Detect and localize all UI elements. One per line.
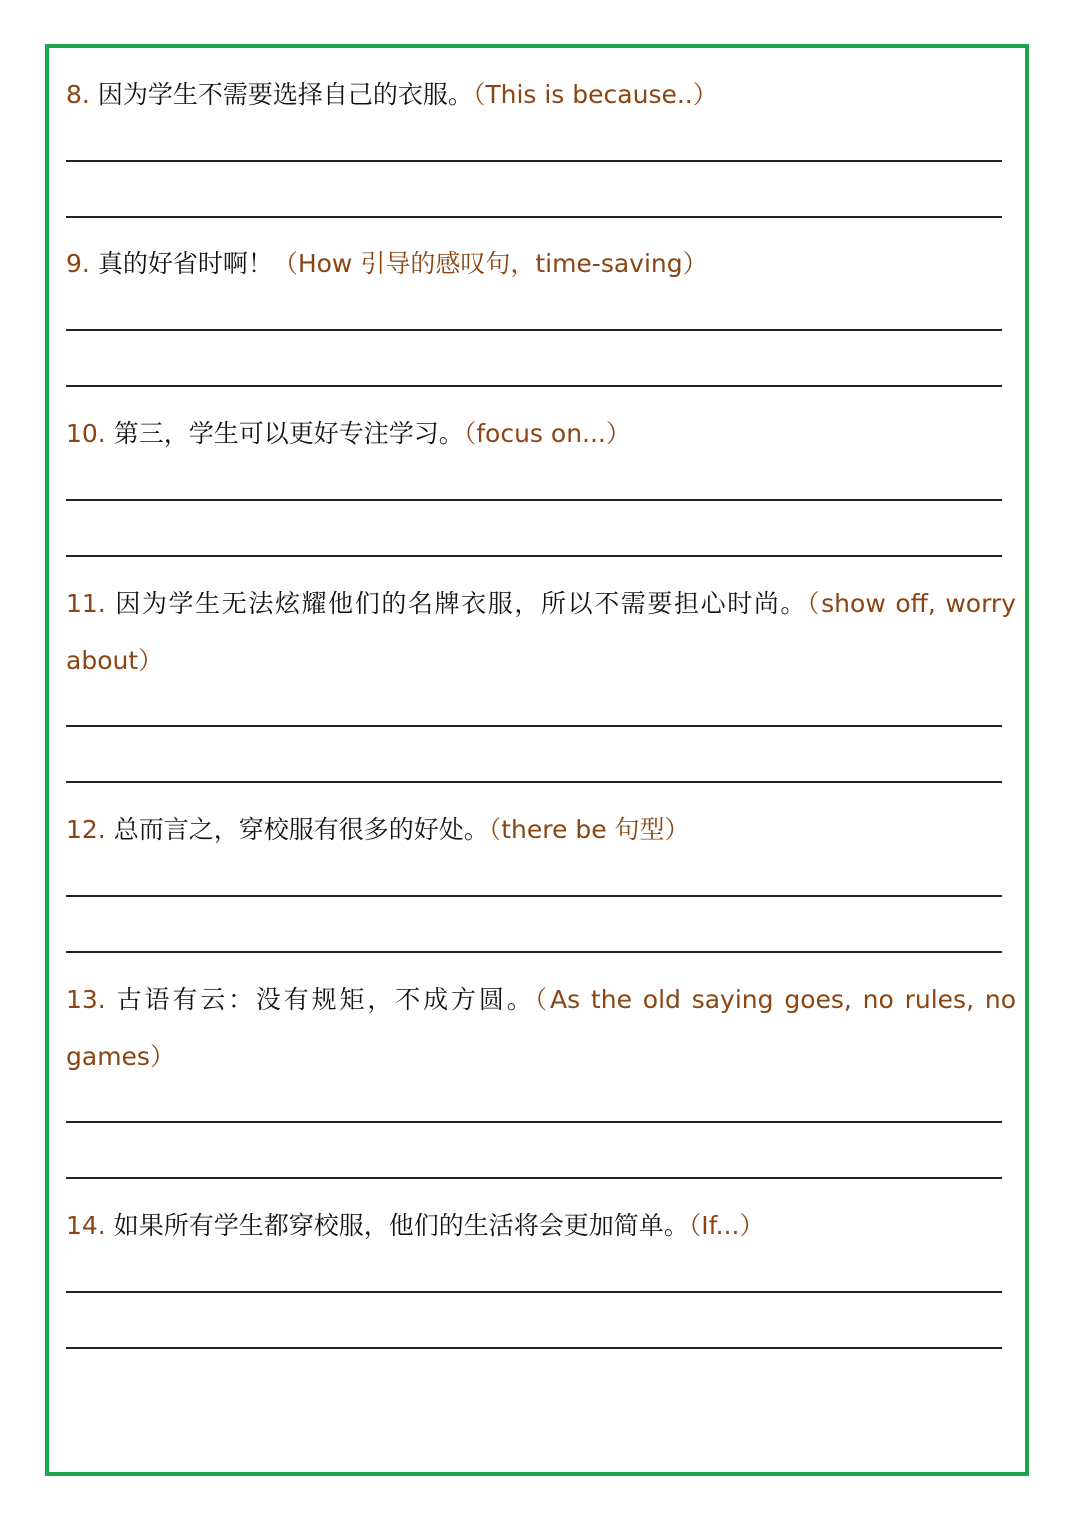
answer-line[interactable] <box>66 1177 1002 1179</box>
question-14 <box>66 1197 1016 1254</box>
question-11 <box>66 575 1016 689</box>
question-text: 真的好省时啊！ <box>97 249 273 278</box>
question-number: 12. <box>66 815 106 844</box>
answer-line[interactable] <box>66 1347 1002 1349</box>
answer-line[interactable] <box>66 160 1002 162</box>
question-14-prompt <box>66 1197 1016 1254</box>
question-text: 第三，学生可以更好专注学习。 <box>113 419 464 448</box>
answer-line[interactable] <box>66 216 1002 218</box>
question-text: 总而言之，穿校服有很多的好处。 <box>113 815 489 844</box>
question-9-prompt <box>66 235 1016 292</box>
answer-line[interactable] <box>66 385 1002 387</box>
question-text: 古语有云：没有规矩，不成方圆。 <box>116 985 535 1014</box>
answer-line[interactable] <box>66 555 1002 557</box>
answer-line[interactable] <box>66 329 1002 331</box>
question-hint: （How 引导的感叹句，time-saving） <box>272 249 708 278</box>
question-number: 10. <box>66 419 106 448</box>
question-hint: （If...） <box>688 1211 765 1240</box>
answer-line[interactable] <box>66 781 1002 783</box>
question-hint: （This is because..） <box>472 80 718 109</box>
answer-line[interactable] <box>66 1291 1002 1293</box>
question-10-prompt <box>66 405 1016 462</box>
question-9 <box>66 235 1016 292</box>
question-number: 13. <box>66 985 106 1014</box>
question-12 <box>66 801 1016 858</box>
question-text: 如果所有学生都穿校服，他们的生活将会更加简单。 <box>113 1211 689 1240</box>
question-number: 9. <box>66 249 90 278</box>
question-8 <box>66 66 1016 123</box>
question-8-prompt <box>66 66 1016 123</box>
answer-line[interactable] <box>66 951 1002 953</box>
question-hint: （there be 句型） <box>488 815 690 844</box>
question-11-prompt <box>66 575 1016 689</box>
question-text: 因为学生无法炫耀他们的名牌衣服，所以不需要担心时尚。 <box>115 589 808 618</box>
question-number: 14. <box>66 1211 106 1240</box>
question-12-prompt <box>66 801 1016 858</box>
question-10 <box>66 405 1016 462</box>
question-number: 8. <box>66 80 90 109</box>
answer-line[interactable] <box>66 1121 1002 1123</box>
question-text: 因为学生不需要选择自己的衣服。 <box>97 80 473 109</box>
answer-line[interactable] <box>66 725 1002 727</box>
question-hint: （show off, worry about） <box>66 589 1016 675</box>
question-13-prompt <box>66 971 1016 1085</box>
question-13 <box>66 971 1016 1085</box>
answer-line[interactable] <box>66 895 1002 897</box>
question-number: 11. <box>66 589 106 618</box>
question-hint: （focus on...） <box>463 419 631 448</box>
question-hint: （As the old saying goes, no rules, no games） <box>66 985 1016 1071</box>
answer-line[interactable] <box>66 499 1002 501</box>
